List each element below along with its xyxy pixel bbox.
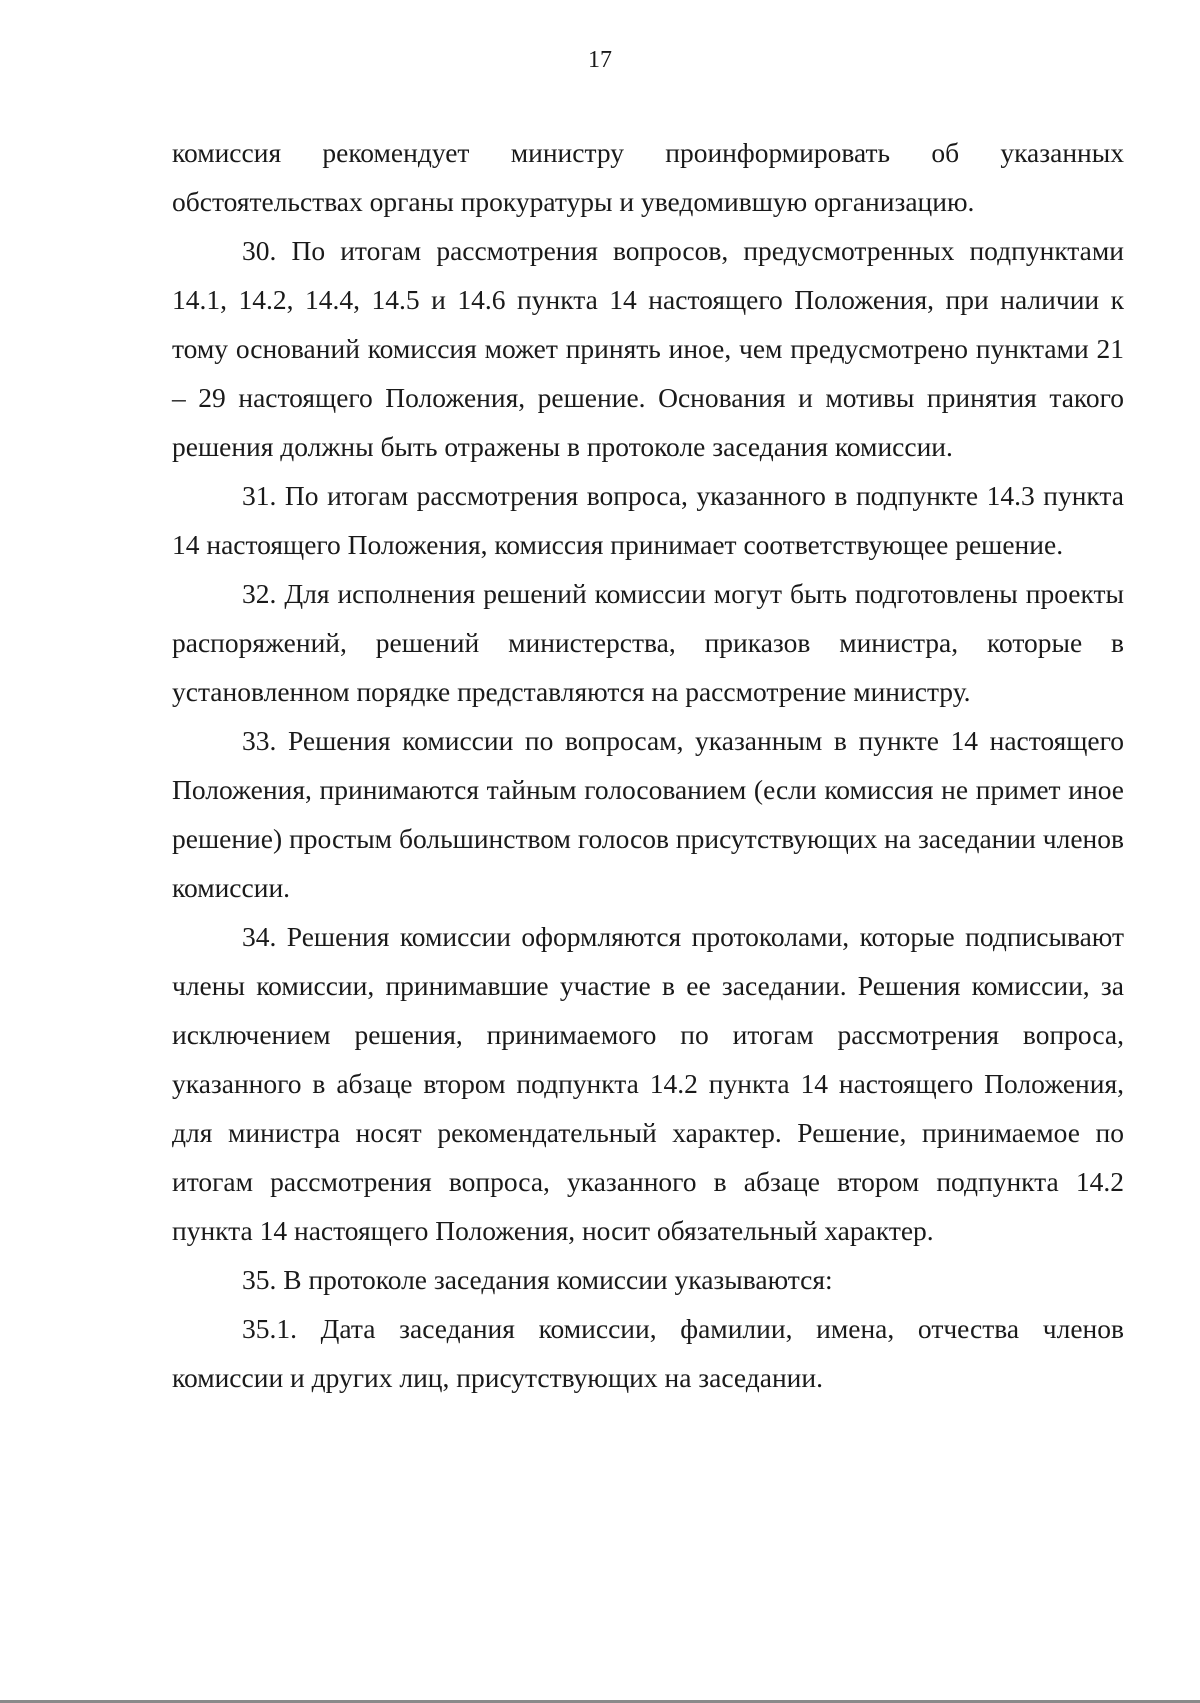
document-body — [172, 128, 1124, 1402]
paragraph-35-1: 35.1. Дата заседания комиссии, фамилии, имена, отчества членов комиссии и других лиц, присутствующих на заседании. — [172, 1313, 1124, 1393]
paragraph-continuation: комиссия рекомендует министру проинформировать об указанных обстоятельствах органы прокуратуры и уведомившую организацию. — [172, 137, 1124, 217]
paragraph-33: 33. Решения комиссии по вопросам, указанным в пункте 14 настоящего Положения, принимаются тайным голосованием (если комиссия не примет иное решение) простым большинством голосов присутствующих на заседании членов комиссии. — [172, 725, 1124, 903]
paragraph-32: 32. Для исполнения решений комиссии могут быть подготовлены проекты распоряжений, решений министерства, приказов министра, которые в установленном порядке представляются на рассмотрение министру. — [172, 578, 1124, 707]
paragraph-35: 35. В протоколе заседания комиссии указываются: — [242, 1264, 833, 1295]
page-number: 17 — [588, 47, 612, 73]
paragraph-30: 30. По итогам рассмотрения вопросов, предусмотренных подпунктами 14.1, 14.2, 14.4, 14.5 и 14.6 пункта 14 настоящего Положения, при наличии к тому оснований комиссия может принять иное, чем предусмотрено пунктами 21 – 29 настоящего Положения, решение. Основания и мотивы принятия такого решения должны быть отражены в протоколе заседания комиссии. — [172, 235, 1124, 462]
paragraph-31: 31. По итогам рассмотрения вопроса, указанного в подпункте 14.3 пункта 14 настоящего Положения, комиссия принимает соответствующее решение. — [172, 480, 1124, 560]
paragraph-34: 34. Решения комиссии оформляются протоколами, которые подписывают члены комиссии, принимавшие участие в ее заседании. Решения комиссии, за исключением решения, принимаемого по итогам рассмотрения вопроса, указанного в абзаце втором подпункта 14.2 пункта 14 настоящего Положения, для министра носят рекомендательный характер. Решение, принимаемое по итогам рассмотрения вопроса, указанного в абзаце втором подпункта 14.2 пункта 14 настоящего Положения, носит обязательный характер. — [172, 921, 1124, 1246]
